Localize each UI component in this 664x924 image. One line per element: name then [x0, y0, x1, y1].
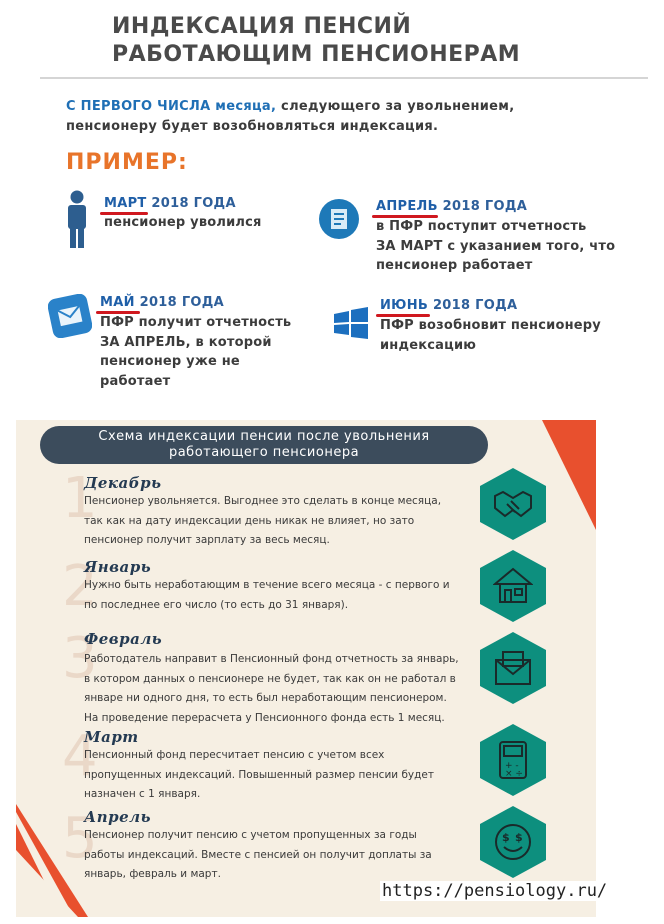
scheme-title-line1: Схема индексации пенсии после увольнения	[98, 429, 430, 444]
step-4-line: назначен с 1 января.	[84, 788, 201, 800]
example-2-line: пенсионер работает	[376, 258, 533, 273]
step-4-description	[84, 746, 434, 805]
mail-app-icon	[48, 294, 92, 338]
step-3-line: На проведение перерасчета у Пенсионного фонда есть 1 месяц.	[84, 711, 445, 724]
step-3-line: в котором данных о пенсионере не будет, так как он не работал в	[84, 672, 456, 685]
step-4-number: 4	[62, 724, 98, 789]
title-divider	[40, 77, 648, 79]
step-1-number: 1	[62, 466, 98, 531]
step-5-line: январь, февраль и март.	[84, 868, 221, 880]
example-3-line: пенсионер уже не	[100, 354, 240, 369]
example-1-text	[104, 213, 262, 233]
scheme-title	[40, 426, 488, 464]
example-2-year: 2018 ГОДА	[437, 199, 528, 214]
example-3-text	[100, 313, 291, 391]
example-2-month: АПРЕЛЬ	[376, 199, 438, 214]
step-2-line: Нужно быть неработающим в течение всего месяца - с первого и	[84, 579, 450, 591]
step-1-line: Пенсионер увольняется. Выгоднее это сделать в конце месяца,	[84, 495, 442, 507]
step-2-number: 2	[62, 554, 98, 619]
step-1-description	[84, 492, 441, 551]
example-2-text	[376, 217, 615, 276]
house-icon	[493, 566, 533, 606]
example-3-month: МАЙ	[100, 295, 135, 310]
example-heading: ПРИМЕР:	[66, 150, 188, 175]
step-2-line: по последнее его число (то есть до 31 января).	[84, 598, 349, 611]
step-3-number: 3	[62, 626, 98, 691]
svg-text:$: $	[515, 831, 523, 844]
step-1-line: пенсионер получит зарплату за весь месяц.	[84, 534, 330, 546]
example-3-line: ПФР получит отчетность	[100, 315, 292, 330]
calculator-icon	[493, 740, 533, 780]
scheme-infographic	[16, 420, 596, 917]
money-smile-icon	[493, 822, 533, 862]
example-4-line: индексацию	[380, 337, 477, 353]
example-4-year: 2018 ГОДА	[428, 298, 518, 313]
example-3-heading	[100, 295, 224, 310]
step-5-month: Апрель	[84, 808, 152, 826]
scheme-title-line2: работающего пенсионера	[168, 445, 360, 460]
step-5-line: работы индексаций. Вместе с пенсией он получит доплаты за	[84, 848, 432, 861]
svg-text:$: $	[502, 831, 510, 844]
example-4-line: ПФР возобновит пенсионеру	[380, 318, 601, 333]
document-icon	[318, 198, 360, 240]
example-3-line: ЗА АПРЕЛЬ, в которой	[100, 334, 272, 350]
step-4-month: Март	[84, 728, 139, 746]
step-5-description	[84, 826, 432, 885]
step-5-number: 5	[62, 806, 98, 871]
intro-highlight: С ПЕРВОГО ЧИСЛА месяца,	[66, 99, 277, 114]
example-3-year: 2018 ГОДА	[134, 295, 224, 310]
page-title-line1: ИНДЕКСАЦИЯ ПЕНСИЙ	[112, 14, 412, 39]
intro-line1	[66, 99, 514, 114]
step-3-line: Работодатель направит в Пенсионный фонд отчетность за январь,	[84, 653, 459, 665]
step-5-line: Пенсионер получит пенсию с учетом пропущенных за годы	[84, 829, 417, 841]
example-2-line: в ПФР поступит отчетность	[376, 219, 587, 234]
step-4-line: Пенсионный фонд пересчитает пенсию с учетом всех	[84, 749, 385, 761]
example-3-line: работает	[100, 373, 171, 389]
top-infographic	[0, 0, 664, 404]
svg-text:× ÷: × ÷	[505, 769, 523, 779]
source-url: https://pensiology.ru/	[382, 881, 608, 901]
example-2-heading	[376, 199, 527, 214]
person-icon	[64, 190, 90, 248]
step-3-month: Февраль	[84, 630, 163, 648]
example-1-year: 2018 ГОДА	[146, 196, 236, 211]
step-3-description	[84, 650, 459, 728]
svg-text:+ -: + -	[505, 761, 519, 771]
handshake-icon	[493, 484, 533, 524]
example-1-line: пенсионер уволился	[104, 215, 262, 230]
intro-line2: пенсионеру будет возобновляться индексация.	[66, 119, 439, 134]
page-title-line2: РАБОТАЮЩИМ ПЕНСИОНЕРАМ	[112, 42, 521, 67]
envelope-icon	[493, 648, 533, 688]
step-2-description	[84, 576, 450, 615]
example-4-month: ИЮНЬ	[380, 298, 429, 313]
example-1-month: МАРТ	[104, 196, 147, 211]
step-4-line: пропущенных индексаций. Повышенный размер пенсии будет	[84, 768, 434, 781]
example-1-heading	[104, 196, 236, 211]
step-3-line: январе ни одного дня, то есть был неработающим пенсионером.	[84, 692, 447, 704]
step-1-month: Декабрь	[84, 474, 162, 492]
intro-rest: следующего за увольнением,	[276, 99, 515, 114]
windows-icon	[332, 306, 370, 340]
example-4-heading	[380, 298, 517, 313]
example-2-line: ЗА МАРТ с указанием того, что	[376, 238, 616, 254]
step-2-month: Январь	[84, 558, 152, 576]
step-1-line: так как на дату индексации день никак не влияет, но зато	[84, 514, 415, 527]
example-4-text	[380, 316, 601, 355]
